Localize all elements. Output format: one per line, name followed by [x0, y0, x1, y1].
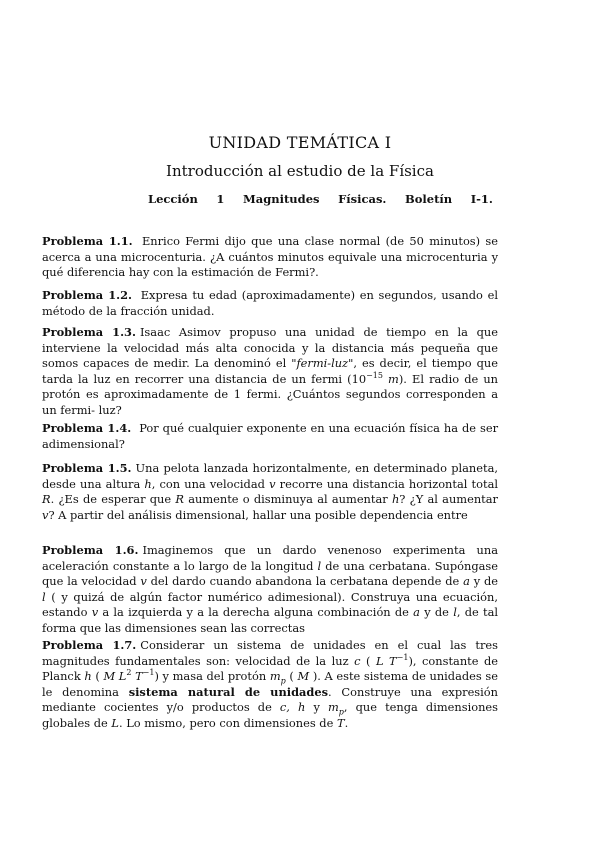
problem-label: Problema 1.5. [42, 461, 132, 475]
problem-text: recorre una distancia horizontal total [275, 476, 498, 491]
unit-subtitle: Introducción al estudio de la Física [166, 162, 434, 180]
problem-text: ), constante de Planck [42, 653, 499, 683]
subscript: p [338, 707, 344, 717]
problem-text: ) y masa del protón [154, 669, 270, 683]
variable: c, h [279, 700, 306, 714]
dimension: M [297, 669, 310, 683]
lesson-number: 1 [216, 192, 225, 206]
problem-text: ? ¿Y al aumentar [399, 492, 499, 506]
problem-text: de una cerbatana. Supóngase que la velocidad [42, 558, 499, 588]
subscript: p [280, 676, 286, 686]
problem-text: ( [91, 669, 104, 683]
problem-text: y de [419, 605, 454, 619]
unit-symbol: m [388, 371, 399, 386]
dimension: L [111, 715, 119, 730]
problem-text: . Construye una expresión mediante cocientes y/o productos de [42, 684, 498, 714]
variable: h [84, 669, 92, 683]
exponent: −1 [142, 668, 155, 678]
variable: m [327, 700, 339, 714]
bold-term: sistema natural de unidades [128, 684, 329, 699]
problem-label: Problema 1.2. [42, 288, 132, 302]
problem-text: del dardo cuando abandona la cerbatana depende de [146, 574, 464, 588]
variable: v [269, 476, 276, 491]
problem-text: , de tal forma que las dimensiones sean las correctas [42, 605, 498, 635]
problem-text: Considerar un sistema de unidades en el cual las tres magnitudes fundamentales son: velocidad de la luz [42, 638, 499, 668]
problem-text: , que tenga dimensiones globales de [42, 700, 498, 730]
variable: m [269, 669, 281, 683]
problem-text: ). El radio de un protón es aproximadamente de 1 fermi. ¿Cuántos segundos corresponden a un fermi- luz? [42, 371, 498, 417]
variable: l [317, 558, 322, 573]
problem-text: aumente o disminuya al aumentar [183, 492, 392, 506]
problem-text: Isaac Asimov propuso una unidad de tiempo en la que interviene la velocidad más alta conocida y la distancia más pequeña que somos capaces de medir. La denominó el [42, 325, 498, 370]
problem-label: Problema 1.3. [42, 325, 136, 339]
problem-label: Problema 1.4. [42, 421, 132, 435]
problem-1-4 [42, 421, 498, 452]
problem-1-6 [42, 543, 498, 636]
variable: h [144, 476, 152, 491]
dimension: T [135, 669, 143, 683]
problem-text: Enrico Fermi dijo que una clase normal (de 50 minutos) se acerca a una microcenturia. ¿A cuántos minutos equivale una microcenturia y qué diferencia hay con la estimación de Fermi?. [42, 234, 499, 279]
variable: v [91, 605, 99, 619]
variable: v [42, 507, 49, 522]
variable: h [391, 492, 400, 506]
dimension: L T [375, 653, 397, 668]
exponent: 2 [126, 668, 132, 678]
lesson-topic-2: Físicas. [338, 192, 387, 206]
problem-text: , es decir, el tiempo que tarda la luz en recorrer una distancia de un fermi (10 [42, 356, 499, 386]
problem-text: Expresa tu edad (aproximadamente) en segundos, usando el método de la fracción unidad. [42, 288, 498, 318]
problem-text: Por qué cualquier exponente en una ecuación física ha de ser adimensional? [42, 421, 499, 451]
problem-text: Una pelota lanzada horizontalmente, en determinado planeta, desde una altura [42, 461, 498, 491]
problem-text: Imaginemos que un dardo venenoso experimenta una aceleración constante a lo largo de la longitud [42, 543, 498, 573]
problem-1-1 [42, 234, 498, 281]
problem-text: ( [360, 653, 376, 668]
problem-1-3 [42, 325, 498, 418]
problem-1-5 [42, 461, 498, 523]
problem-label: Problema 1.1. [42, 234, 133, 248]
problem-text: ( y quizá de algún factor numérico adimesional). Construya una ecuación, estando [42, 589, 498, 619]
bulletin-word: Boletín [405, 192, 453, 206]
variable: v [140, 574, 147, 588]
lesson-topic-1: Magnitudes [243, 192, 320, 206]
problem-text-italic: "fermi-luz" [291, 356, 354, 370]
problem-text: . ¿Es de esperar que [50, 492, 176, 506]
variable: a [413, 605, 420, 619]
problem-text: ( [285, 669, 298, 683]
variable: a [463, 574, 470, 588]
problem-text: , con una velocidad [151, 476, 270, 491]
problem-text: ? A partir del análisis dimensional, hallar una posible dependencia entre [48, 507, 468, 522]
dimension: T [336, 715, 345, 730]
dimension: M L [103, 669, 127, 683]
exponent: −1 [396, 652, 409, 662]
bulletin-number: I-1. [470, 192, 493, 206]
exponent: −15 [366, 370, 383, 380]
variable: l [42, 589, 46, 604]
variable: R [175, 492, 184, 506]
variable: l [453, 605, 457, 619]
unit-title: UNIDAD TEMÁTICA I [208, 133, 392, 152]
problem-text: ). A este sistema de unidades se le denomina [42, 669, 498, 699]
problem-1-2 [42, 288, 498, 319]
lesson-heading [148, 192, 493, 206]
problem-text: y de [469, 574, 498, 588]
problem-label: Problema 1.7. [42, 638, 137, 652]
problem-label: Problema 1.6. [42, 543, 139, 557]
variable: c [354, 653, 361, 668]
variable: R [42, 492, 51, 506]
problem-text: . [344, 715, 349, 730]
problem-1-7 [42, 638, 498, 731]
problem-text: a la izquierda y a la derecha alguna combinación de [98, 605, 414, 619]
problem-text: . Lo mismo, pero con dimensiones de [118, 715, 337, 730]
problem-text: y [305, 700, 328, 714]
lesson-word: Lección [148, 192, 198, 206]
